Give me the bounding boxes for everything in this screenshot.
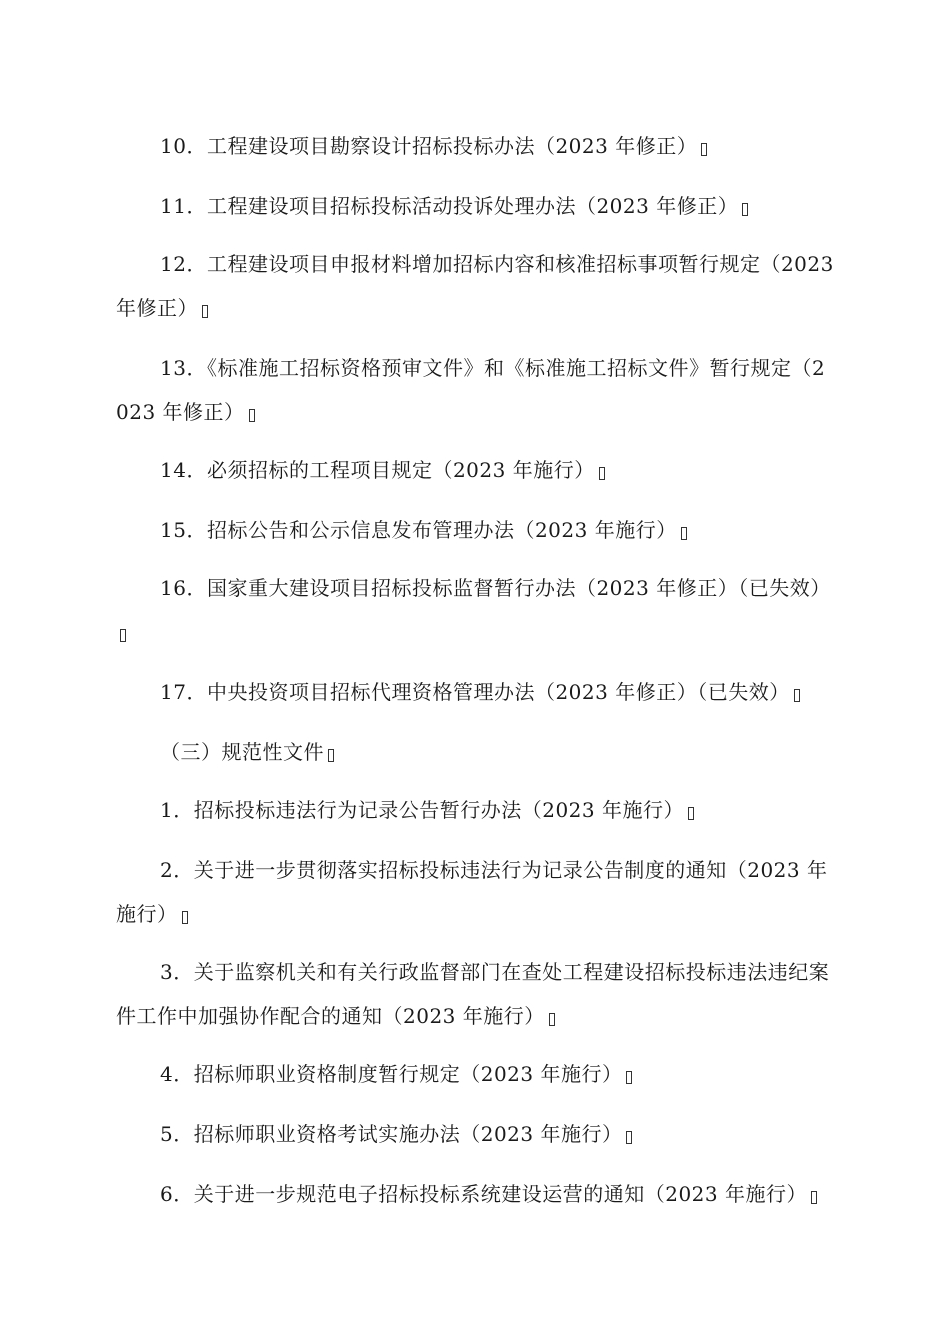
list-item-text: 15．招标公告和公示信息发布管理办法（2023 年施行） — [160, 518, 677, 542]
section-heading — [116, 730, 836, 774]
list-item-text: 13．《标准施工招标资格预审文件》和《标准施工招标文件》暂行规定（2023 年修正） — [116, 356, 826, 424]
list-item — [116, 448, 836, 492]
list-item-text: 17．中央投资项目招标代理资格管理办法（2023 年修正）（已失效） — [160, 680, 790, 704]
list-item-text: 10．工程建设项目勘察设计招标投标办法（2023 年修正） — [160, 134, 698, 158]
paragraph-mark-icon — [794, 689, 800, 702]
list-item-text: 16．国家重大建设项目招标投标监督暂行办法（2023 年修正）（已失效） — [160, 576, 831, 600]
list-item — [116, 848, 836, 936]
section-heading-text: （三）规范性文件 — [160, 740, 324, 764]
list-item — [116, 950, 836, 1038]
paragraph-mark-icon — [742, 203, 748, 216]
list-item — [116, 508, 836, 552]
list-item-text: 12．工程建设项目申报材料增加招标内容和核准招标事项暂行规定（2023 年修正） — [116, 252, 834, 320]
list-item-text: 1．招标投标违法行为记录公告暂行办法（2023 年施行） — [160, 798, 684, 822]
paragraph-mark-icon — [599, 467, 605, 480]
list-item — [116, 566, 836, 654]
list-item — [116, 184, 836, 228]
list-item-text: 5．招标师职业资格考试实施办法（2023 年施行） — [160, 1122, 623, 1146]
paragraph-mark-icon — [328, 749, 334, 762]
paragraph-mark-icon — [120, 629, 126, 642]
paragraph-mark-icon — [811, 1191, 817, 1204]
list-item — [116, 124, 836, 168]
list-item-text: 3．关于监察机关和有关行政监督部门在查处工程建设招标投标违法违纪案件工作中加强协作配合的通知（2023 年施行） — [116, 960, 830, 1028]
list-item-text: 14．必须招标的工程项目规定（2023 年施行） — [160, 458, 595, 482]
list-item — [116, 346, 836, 434]
paragraph-mark-icon — [626, 1071, 632, 1084]
paragraph-mark-icon — [249, 409, 255, 422]
paragraph-mark-icon — [202, 305, 208, 318]
list-item — [116, 670, 836, 714]
list-item-text: 11．工程建设项目招标投标活动投诉处理办法（2023 年修正） — [160, 194, 739, 218]
paragraph-mark-icon — [688, 807, 694, 820]
list-item — [116, 788, 836, 832]
list-item — [116, 1172, 836, 1216]
paragraph-mark-icon — [626, 1131, 632, 1144]
list-item-text: 2．关于进一步贯彻落实招标投标违法行为记录公告制度的通知（2023 年施行） — [116, 858, 828, 926]
paragraph-mark-icon — [681, 527, 687, 540]
paragraph-mark-icon — [182, 911, 188, 924]
list-item-text: 4．招标师职业资格制度暂行规定（2023 年施行） — [160, 1062, 623, 1086]
paragraph-mark-icon — [701, 143, 707, 156]
paragraph-mark-icon — [549, 1013, 555, 1026]
list-item — [116, 1052, 836, 1096]
list-item — [116, 242, 836, 330]
list-item-text: 6．关于进一步规范电子招标投标系统建设运营的通知（2023 年施行） — [160, 1182, 807, 1206]
list-item — [116, 1112, 836, 1156]
